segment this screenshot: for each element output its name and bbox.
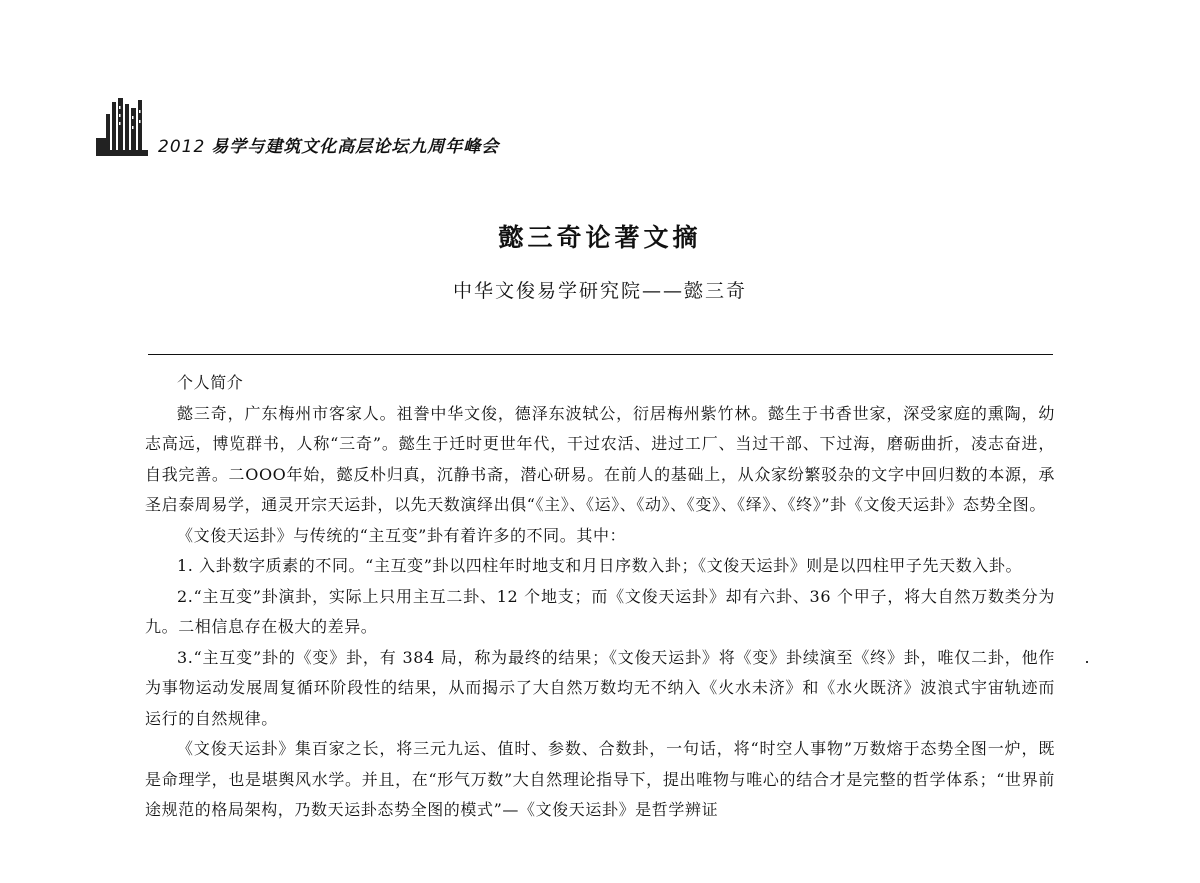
header-year: 2012: [158, 137, 206, 157]
paragraph: 2.“主互变”卦演卦，实际上只用主互二卦、12 个地支；而《文俊天运卦》却有六卦、36 个甲子，将大自然万数类分为九。二相信息存在极大的差异。: [145, 586, 1055, 636]
paragraph: 《文俊天运卦》与传统的“主互变”卦有着许多的不同。其中：: [177, 525, 627, 545]
document-title: 懿三奇论著文摘: [498, 223, 702, 252]
building-logo-icon: [96, 96, 148, 158]
paragraph: 《文俊天运卦》集百家之长，将三元九运、值时、参数、合数卦，一句话，将“时空人事物”万数熔于态势全图一炉，既是命理学，也是堪舆风水学。并且，在“形气万数”大自然理论指导下，提出唯物与唯心的结合才是完整的哲学体系；“世界前途规范的格局架构，乃数天运卦态势全图的模式”—《文俊天运卦》是哲学辨证: [145, 739, 1055, 819]
paragraph: 3.“主互变”卦的《变》卦，有 384 局，称为最终的结果；《文俊天运卦》将《变》卦续演至《终》卦，唯仅二卦，他作为事物运动发展周复循环阶段性的结果，从而揭示了大自然万数均无不纳入《火水未济》和《水火既济》波浪式宇宙轨迹而运行的自然规律。: [145, 647, 1055, 728]
section-heading: 个人简介: [177, 373, 244, 392]
article-body: [145, 368, 1055, 826]
scan-speck: [1086, 661, 1088, 663]
document-subtitle: 中华文俊易学研究院——懿三奇: [452, 280, 747, 302]
header-conference-name: 易学与建筑文化高层论坛九周年峰会: [211, 137, 500, 157]
paragraph: 懿三奇，广东梅州市客家人。祖誊中华文俊，德泽东波轼公，衍居梅州紫竹林。懿生于书香世家，深受家庭的熏陶，幼志高远，博览群书，人称“三奇”。懿生于迁时更世年代，干过农活、进过工厂、当过干部、下过海，磨砺曲折，凌志奋进，自我完善。二OOO年始，懿反朴归真，沉静书斋，潜心研易。在前人的基础上，从众家纷繁驳杂的文字中回归数的本源，承圣启泰周易学，通灵开宗天运卦，以先天数演绎出俱“《主》、《运》、《动》、《变》、《绎》、《终》”卦《文俊天运卦》态势全图。: [145, 403, 1055, 514]
header-title: [158, 132, 499, 157]
paragraph: 1. 入卦数字质素的不同。“主互变”卦以四柱年时地支和月日序数入卦；《文俊天运卦》则是以四柱甲子先天数入卦。: [177, 556, 1023, 575]
title-divider: [148, 354, 1053, 355]
